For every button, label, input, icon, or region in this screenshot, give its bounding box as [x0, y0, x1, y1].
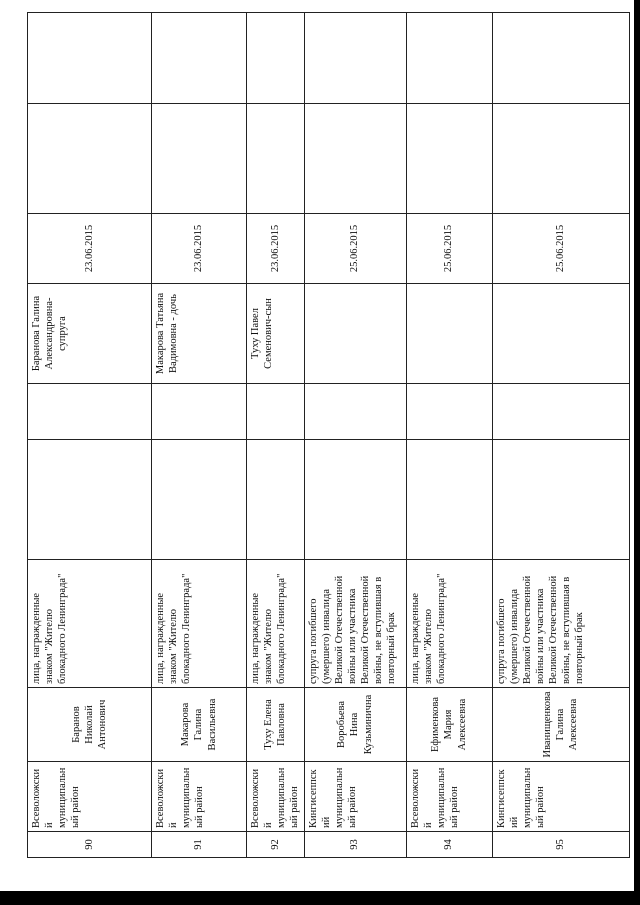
category-cell: супруга погибшего (умершего) инвалида Великой Отечественной войны или участника Великой Отечественной войны, не вступившая в повторный брак — [492, 560, 629, 688]
district-cell: Кингисеппский муниципальный район — [304, 762, 406, 832]
category-cell: лица, награжденные знаком "Жителю блокадного Ленинграда" — [152, 560, 247, 688]
category-cell: лица, награжденные знаком "Жителю блокадного Ленинграда" — [247, 560, 305, 688]
person-name-cell: Баранов Николай Антонович — [28, 688, 152, 762]
date-cell: 25.06.2015 — [304, 214, 406, 284]
row-number-cell: 92 — [247, 832, 305, 858]
person-name-cell: Воробьева Нина Кузьминична — [304, 688, 406, 762]
row-number-cell: 90 — [28, 832, 152, 858]
date-cell: 23.06.2015 — [28, 214, 152, 284]
district-cell: Всеволожский муниципальный район — [152, 762, 247, 832]
category-cell: лица, награжденные знаком "Жителю блокадного Ленинграда" — [28, 560, 152, 688]
row-number-cell: 91 — [152, 832, 247, 858]
person-name-cell: Макарова Галина Васильевна — [152, 688, 247, 762]
row-number-cell: 93 — [304, 832, 406, 858]
date-cell: 25.06.2015 — [406, 214, 492, 284]
date-cell: 25.06.2015 — [492, 214, 629, 284]
category-cell: лица, награжденные знаком "Жителю блокадного Ленинграда" — [406, 560, 492, 688]
date-cell: 23.06.2015 — [247, 214, 305, 284]
relative-cell: Макарова Татьяна Вадимовна - дочь — [152, 284, 247, 384]
person-name-cell: Иванищенкова Галина Алексеевна — [492, 688, 629, 762]
district-cell: Всеволожский муниципальный район — [406, 762, 492, 832]
category-cell: супруга погибшего (умершего) инвалида Великой Отечественной войны или участника Великой Отечественной войны, не вступившая в повторный брак — [304, 560, 406, 688]
person-name-cell: Туху Елена Павловна — [247, 688, 305, 762]
row-number-cell: 95 — [492, 832, 629, 858]
relative-cell: Баранова Галина Александровна-супруга — [28, 284, 152, 384]
person-name-cell: Ефименкова Мария Алексеевна — [406, 688, 492, 762]
district-cell: Кингисеппский муниципальный район — [492, 762, 629, 832]
district-cell: Всеволожский муниципальный район — [28, 762, 152, 832]
date-cell: 23.06.2015 — [152, 214, 247, 284]
district-cell: Всеволожский муниципальный район — [247, 762, 305, 832]
row-number-cell: 94 — [406, 832, 492, 858]
relative-cell: Туху Павел Семенович-сын — [247, 284, 305, 384]
